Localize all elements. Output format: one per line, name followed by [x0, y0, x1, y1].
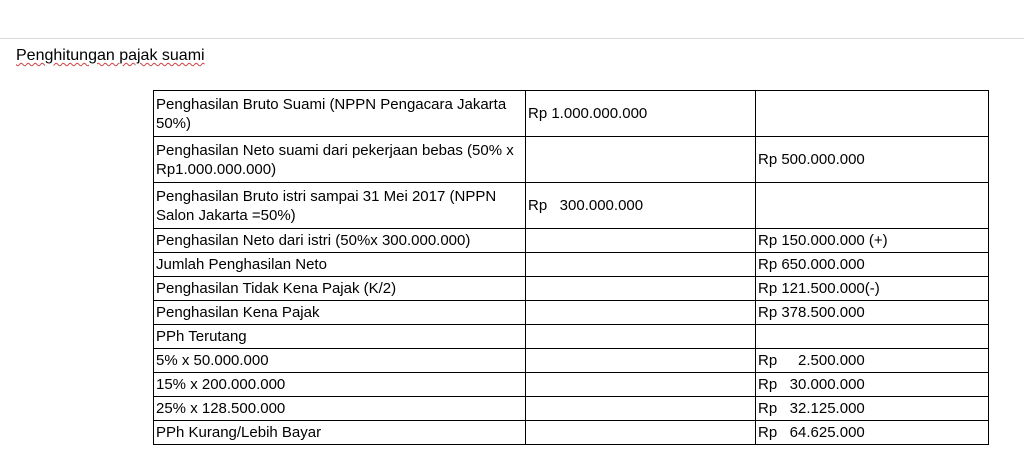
row-mid-value — [526, 253, 756, 277]
row-right-value — [756, 325, 989, 349]
row-right-value: Rp 30.000.000 — [756, 373, 989, 397]
row-mid-value — [526, 229, 756, 253]
row-mid-value — [526, 301, 756, 325]
tax-calculation-table — [153, 90, 989, 445]
row-label: PPh Kurang/Lebih Bayar — [154, 421, 526, 445]
row-mid-value — [526, 373, 756, 397]
row-label: 25% x 128.500.000 — [154, 397, 526, 421]
row-mid-value — [526, 277, 756, 301]
row-right-value: Rp 32.125.000 — [756, 397, 989, 421]
row-label: 15% x 200.000.000 — [154, 373, 526, 397]
row-label: Jumlah Penghasilan Neto — [154, 253, 526, 277]
table-row — [154, 137, 989, 183]
row-label: Penghasilan Bruto istri sampai 31 Mei 2017 (NPPN Salon Jakarta =50%) — [154, 183, 526, 229]
row-right-value: Rp 650.000.000 — [756, 253, 989, 277]
row-label: Penghasilan Neto dari istri (50%x 300.000.000) — [154, 229, 526, 253]
row-right-value: Rp 150.000.000 (+) — [756, 229, 989, 253]
row-label: PPh Terutang — [154, 325, 526, 349]
table-row — [154, 349, 989, 373]
row-right-value: Rp 378.500.000 — [756, 301, 989, 325]
row-right-value — [756, 91, 989, 137]
row-mid-value: Rp 1.000.000.000 — [526, 91, 756, 137]
table-row — [154, 373, 989, 397]
row-mid-value — [526, 137, 756, 183]
row-right-value: Rp 64.625.000 — [756, 421, 989, 445]
top-divider — [0, 38, 1024, 39]
row-label: Penghasilan Kena Pajak — [154, 301, 526, 325]
table-row — [154, 397, 989, 421]
row-right-value: Rp 121.500.000(-) — [756, 277, 989, 301]
row-label: 5% x 50.000.000 — [154, 349, 526, 373]
row-label: Penghasilan Tidak Kena Pajak (K/2) — [154, 277, 526, 301]
row-right-value: Rp 500.000.000 — [756, 137, 989, 183]
row-mid-value — [526, 325, 756, 349]
row-mid-value — [526, 397, 756, 421]
table-row — [154, 183, 989, 229]
table-row — [154, 325, 989, 349]
table-row — [154, 91, 989, 137]
table-row — [154, 301, 989, 325]
row-mid-value — [526, 421, 756, 445]
row-right-value — [756, 183, 989, 229]
table-row — [154, 229, 989, 253]
row-right-value: Rp 2.500.000 — [756, 349, 989, 373]
table-row — [154, 277, 989, 301]
row-mid-value — [526, 349, 756, 373]
row-label: Penghasilan Neto suami dari pekerjaan bebas (50% x Rp1.000.000.000) — [154, 137, 526, 183]
table-row — [154, 253, 989, 277]
table-row — [154, 421, 989, 445]
row-mid-value: Rp 300.000.000 — [526, 183, 756, 229]
page-heading: Penghitungan pajak suami — [16, 47, 205, 64]
row-label: Penghasilan Bruto Suami (NPPN Pengacara Jakarta 50%) — [154, 91, 526, 137]
